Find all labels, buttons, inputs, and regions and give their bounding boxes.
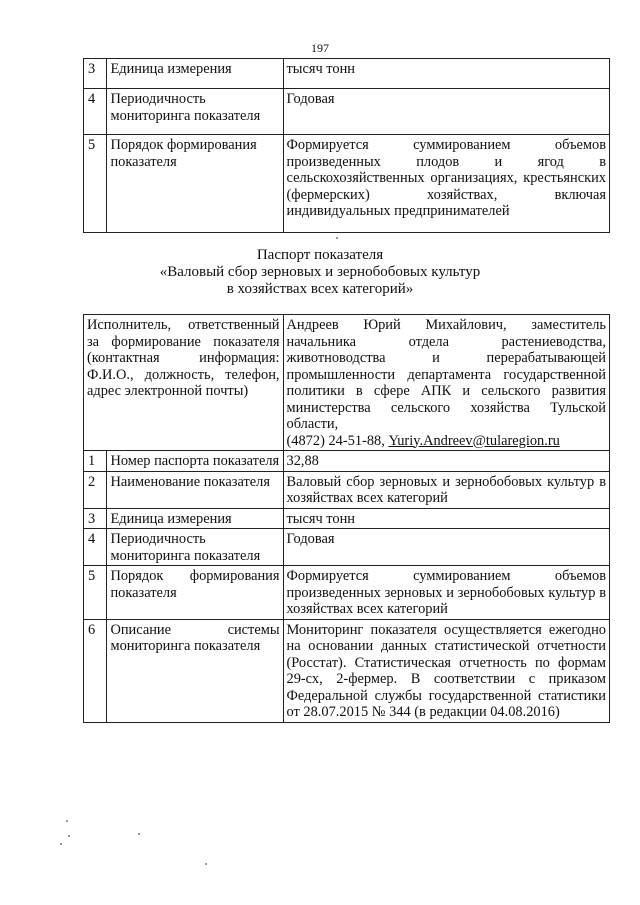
responsible-value: [283, 315, 610, 451]
row-value: Годовая: [283, 89, 610, 135]
table-row: [84, 566, 610, 620]
passport-title-line: Паспорт показателя: [256, 247, 384, 263]
table-row: [84, 89, 610, 135]
row-number: 4: [84, 89, 107, 135]
responsible-phone: (4872) 24-51-88,: [286, 432, 385, 449]
table-row: [84, 135, 610, 233]
responsible-email-link[interactable]: Yuriy.Andreev@tularegion.ru: [388, 432, 560, 449]
scan-speck: [205, 863, 207, 865]
row-value: Формируется суммированием объемов произведенных зерновых и зернобобовых культур в хозяйствах всех категорий: [283, 566, 610, 620]
row-number: 5: [84, 566, 107, 620]
table-row: [84, 451, 610, 472]
row-number: 5: [84, 135, 107, 233]
row-number: 2: [84, 471, 107, 508]
table-row: [84, 59, 610, 89]
table-row: [84, 529, 610, 566]
row-number: 3: [84, 59, 107, 89]
row-value: тысяч тонн: [283, 59, 610, 89]
passport-table: [83, 314, 610, 723]
scan-speck: [336, 237, 338, 239]
table-row: [84, 619, 610, 722]
row-label: Периодичность мониторинга показателя: [107, 89, 283, 135]
passport-title: [0, 247, 640, 298]
row-label: Описание системы мониторинга показателя: [107, 619, 283, 722]
responsible-name: Андреев Юрий Михайлович, заместитель начальника отдела растениеводства, животноводства и перерабатывающей промышленности департамента государственной политики в сфере АПК и сельского развития министерства сельского хозяйства Тульской области,: [286, 317, 606, 432]
passport-title-line: в хозяйствах всех категорий»: [226, 281, 414, 297]
row-label: Порядок формирования показателя: [107, 566, 283, 620]
responsible-label: Исполнитель, ответственный за формирование показателя (контактная информация: Ф.И.О., должность, телефон, адрес электронной почты): [84, 315, 284, 451]
row-label: Единица измерения: [107, 508, 283, 529]
row-number: 6: [84, 619, 107, 722]
table-row: [84, 315, 610, 451]
row-label: Единица измерения: [107, 59, 283, 89]
row-label: Номер паспорта показателя: [107, 451, 283, 472]
row-value: тысяч тонн: [283, 508, 610, 529]
scan-speck: [66, 820, 68, 822]
row-value: Мониторинг показателя осуществляется ежегодно на основании данных статистической отчетности (Росстат). Статистическая отчетность по формам 29-сх, 2-фермер. В соответствии с приказом Федеральной службы государственной статистики от 28.07.2015 № 344 (в редакции 04.08.2016): [283, 619, 610, 722]
row-label: Наименование показателя: [107, 471, 283, 508]
scan-speck: [60, 843, 62, 845]
passport-title-line: «Валовый сбор зерновых и зернобобовых культур: [159, 264, 481, 280]
row-value: Формируется суммированием объемов произведенных плодов и ягод в сельскохозяйственных организациях, крестьянских (фермерских) хозяйствах, включая индивидуальных предпринимателей: [283, 135, 610, 233]
table-row: [84, 508, 610, 529]
scan-speck: [68, 835, 70, 837]
row-number: 4: [84, 529, 107, 566]
row-value: 32,88: [283, 451, 610, 472]
page-number: 197: [311, 41, 329, 55]
indicator-table-continued: [83, 58, 610, 233]
row-number: 3: [84, 508, 107, 529]
scan-speck: [138, 833, 140, 835]
row-label: Порядок формирования показателя: [107, 135, 283, 233]
row-label: Периодичность мониторинга показателя: [107, 529, 283, 566]
row-value: Годовая: [283, 529, 610, 566]
table-row: [84, 471, 610, 508]
row-number: 1: [84, 451, 107, 472]
row-value: Валовый сбор зерновых и зернобобовых культур в хозяйствах всех категорий: [283, 471, 610, 508]
